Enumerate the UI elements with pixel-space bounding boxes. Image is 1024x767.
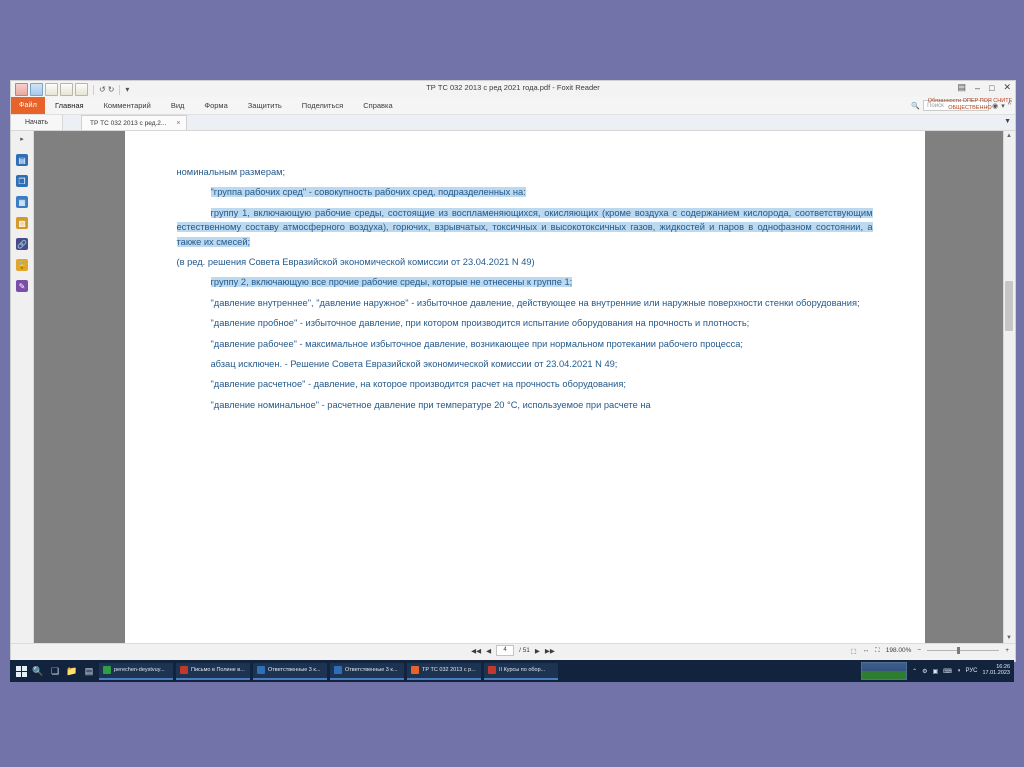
taskbar-item-label: ТР ТС 032 2013 с р... (422, 667, 476, 673)
tray-settings-icon[interactable]: ⚙ (922, 668, 928, 675)
zoom-level-label: 198.00% (885, 647, 912, 654)
folder-icon[interactable]: 📁 (66, 665, 78, 676)
quick-access-toolbar (11, 81, 1015, 97)
layers-icon[interactable]: ▦ (16, 196, 28, 208)
taskbar-item[interactable] (330, 663, 404, 680)
zoom-in-button[interactable]: + (1005, 647, 1009, 654)
customize-icon[interactable]: ▾ (125, 84, 130, 94)
taskbar-item[interactable] (176, 663, 250, 680)
doc-paragraph-highlighted (177, 206, 873, 249)
print-icon[interactable] (60, 83, 73, 96)
next-page-button[interactable]: ▶ (534, 647, 540, 655)
paperclip-icon[interactable]: 🔗 (17, 239, 27, 249)
taskbar-item-label: Ответственные 3 к... (268, 667, 321, 673)
close-icon[interactable]: × (176, 119, 181, 127)
left-navigation-rail (11, 131, 34, 643)
prev-page-button[interactable]: ◀ (486, 647, 492, 655)
maximize-button[interactable]: □ (989, 82, 995, 93)
taskbar-item-active[interactable] (407, 663, 481, 680)
page-number-input[interactable]: 4 (496, 645, 514, 656)
email-icon[interactable] (75, 83, 88, 96)
pdf-page (125, 131, 925, 643)
document-workspace[interactable] (34, 131, 1015, 643)
vertical-scrollbar[interactable] (1003, 131, 1015, 643)
undo-icon[interactable]: ↺ (99, 84, 106, 94)
full-screen-icon[interactable]: ⛶ (875, 646, 880, 654)
fit-page-icon[interactable]: ⬚ (850, 647, 857, 655)
tab-comment[interactable]: Комментарий (103, 101, 151, 110)
pages-icon[interactable]: ❐ (16, 175, 28, 187)
attachment-icon[interactable]: ▩ (16, 217, 28, 229)
highlighted-text: группу 2, включающую все прочие рабочие среды, которые не отнесены к группе 1; (210, 277, 573, 288)
app-icon (180, 666, 188, 674)
app-icon (334, 666, 342, 674)
system-tray (861, 662, 1010, 680)
minimize-ribbon-icon[interactable]: ^ (1007, 102, 1011, 109)
toolbar-divider (93, 85, 94, 95)
fit-width-icon[interactable]: ↔ (862, 647, 870, 654)
first-page-button[interactable]: ◀◀ (471, 647, 482, 655)
clock-time: 16:26 (996, 664, 1010, 671)
search-icon[interactable]: 🔍 (911, 102, 921, 110)
start-icon[interactable] (14, 664, 28, 678)
doc-paragraph: "давление расчетное" - давление, на которое производится расчет на прочность оборудования; (210, 379, 626, 390)
tab-view[interactable]: Вид (170, 101, 185, 110)
tray-thumbnail[interactable] (861, 662, 907, 680)
app-body (11, 131, 1015, 643)
clock[interactable] (982, 665, 1010, 677)
foxit-reader-window (10, 80, 1016, 662)
open-icon[interactable] (30, 83, 43, 96)
search-icon[interactable]: 🔍 (32, 665, 44, 676)
windows-taskbar (10, 660, 1014, 682)
redo-icon[interactable]: ↻ (107, 84, 115, 94)
last-page-button[interactable]: ▶▶ (544, 647, 555, 655)
ribbon-tabbar (11, 97, 1015, 115)
help-icon[interactable]: ▾ (1001, 102, 1005, 110)
app-icon (103, 666, 111, 674)
search-input[interactable]: Поиск (923, 100, 989, 111)
doc-tab-label: ТР ТС 032 2013 с ред.2... (90, 119, 167, 127)
taskbar-item[interactable] (99, 663, 173, 680)
tab-help[interactable]: Справка (363, 101, 393, 110)
security-icon[interactable]: 🔒 (17, 260, 27, 270)
taskbar-item-label: perechen-deystvuy... (114, 667, 165, 673)
doc-paragraph-amendment: абзац исключен. - Решение Совета Евразийской экономической комиссии от 23.04.2021 N 49; (210, 359, 618, 370)
app-icon (411, 666, 419, 674)
language-indicator[interactable]: РУС (965, 668, 978, 674)
doc-paragraph: номинальным размерам; (176, 167, 286, 177)
app-icon (257, 666, 265, 674)
signature-icon[interactable]: ✎ (16, 280, 28, 292)
app-icon (488, 666, 496, 674)
zoom-slider-knob[interactable] (957, 647, 960, 654)
tray-show-hidden-icon[interactable]: ⌃ (912, 668, 918, 675)
zoom-slider[interactable] (927, 650, 999, 651)
task-view-icon[interactable]: ❏ (50, 665, 60, 676)
close-button[interactable]: ✕ (1003, 82, 1011, 92)
highlighted-text: группу 1, включающую рабочие среды, состоящие из воспламеняющихся, окисляющих (кроме воздуха с содержанием кислорода, соответствующим естественному составу атмосферного воздуха), горючих, взрывчатых, токсичных и высокотоксичных газов, жидкостей и паров в однофазном состоянии, а также их смесей; (176, 207, 873, 247)
panel-toggle-icon[interactable]: ▸ (20, 136, 24, 143)
minimize-button[interactable]: – (975, 82, 981, 93)
status-bar (11, 643, 1015, 657)
doc-paragraph: "давление пробное" - избыточное давление, при котором производится испытание оборудования на прочность и плотность; (210, 318, 750, 329)
doc-paragraph-partial: "давление номинальное" - расчетное давление при температуре 20 °C, используемое при расчете на (210, 399, 651, 410)
tray-volume-icon[interactable]: ◑ (956, 668, 961, 674)
clock-date: 17.01.2023 (982, 670, 1010, 676)
tab-protect[interactable]: Защитить (247, 101, 282, 110)
taskbar-item-label: II Курсы по обор... (499, 667, 546, 673)
doc-paragraph-highlighted (177, 185, 873, 199)
scroll-down-icon[interactable]: ▼ (1006, 635, 1012, 641)
tab-form[interactable]: Форма (204, 101, 228, 110)
document-tabbar (11, 115, 1015, 131)
doc-paragraph: "давление внутреннее", "давление наружное" - избыточное давление, действующее на внутренние или наружные поверхности стенки оборудования; (210, 297, 860, 308)
account-icon[interactable]: ◉ (992, 102, 999, 110)
bookmark-icon[interactable]: ▤ (16, 154, 28, 166)
tab-home[interactable]: Главная (55, 101, 84, 110)
home-icon[interactable] (15, 83, 28, 96)
tab-file[interactable]: Файл (11, 97, 45, 114)
zoom-out-button[interactable]: − (917, 647, 922, 654)
scrollbar-thumb[interactable] (1005, 281, 1013, 331)
taskbar-item-label: Ответственные 3 к... (345, 667, 398, 673)
page-total-label: / 51 (519, 647, 530, 654)
tray-network-icon[interactable]: ▣ (932, 668, 939, 675)
save-icon[interactable] (45, 83, 58, 96)
calculator-icon[interactable]: ▤ (84, 665, 94, 676)
chevron-down-icon[interactable]: ▼ (1004, 118, 1011, 125)
taskbar-item[interactable] (484, 663, 558, 680)
doc-paragraph-amendment: (в ред. решения Совета Евразийской экономической комиссии от 23.04.2021 N 49) (176, 257, 535, 268)
tab-open-document[interactable] (81, 115, 187, 130)
doc-paragraph-highlighted (177, 275, 873, 289)
window-title: ТР ТС 032 2013 с ред 2021 года.pdf - Foxit Reader (426, 83, 600, 92)
taskbar-item-label: Письмо в Полине в... (191, 667, 245, 673)
tray-keyboard-icon[interactable]: ⌨ (943, 668, 952, 675)
tab-start[interactable]: Начать (11, 115, 63, 130)
scroll-up-icon[interactable]: ▲ (1006, 133, 1012, 139)
taskbar-item[interactable] (253, 663, 327, 680)
doc-paragraph: "давление рабочее" - максимальное избыточное давление, возникающее при нормальном протекании рабочего процесса; (210, 338, 743, 349)
grid-icon[interactable]: ▤ (957, 82, 966, 92)
tab-share[interactable]: Поделиться (301, 101, 344, 110)
corner-note: Обязанности ОПЕР ПОЯ СНИТЕ ОБЩЕСТВЕННО (927, 98, 1013, 112)
toolbar-divider-2 (119, 85, 120, 95)
highlighted-text: "группа рабочих сред" - совокупность рабочих сред, подразделенных на: (210, 187, 526, 198)
